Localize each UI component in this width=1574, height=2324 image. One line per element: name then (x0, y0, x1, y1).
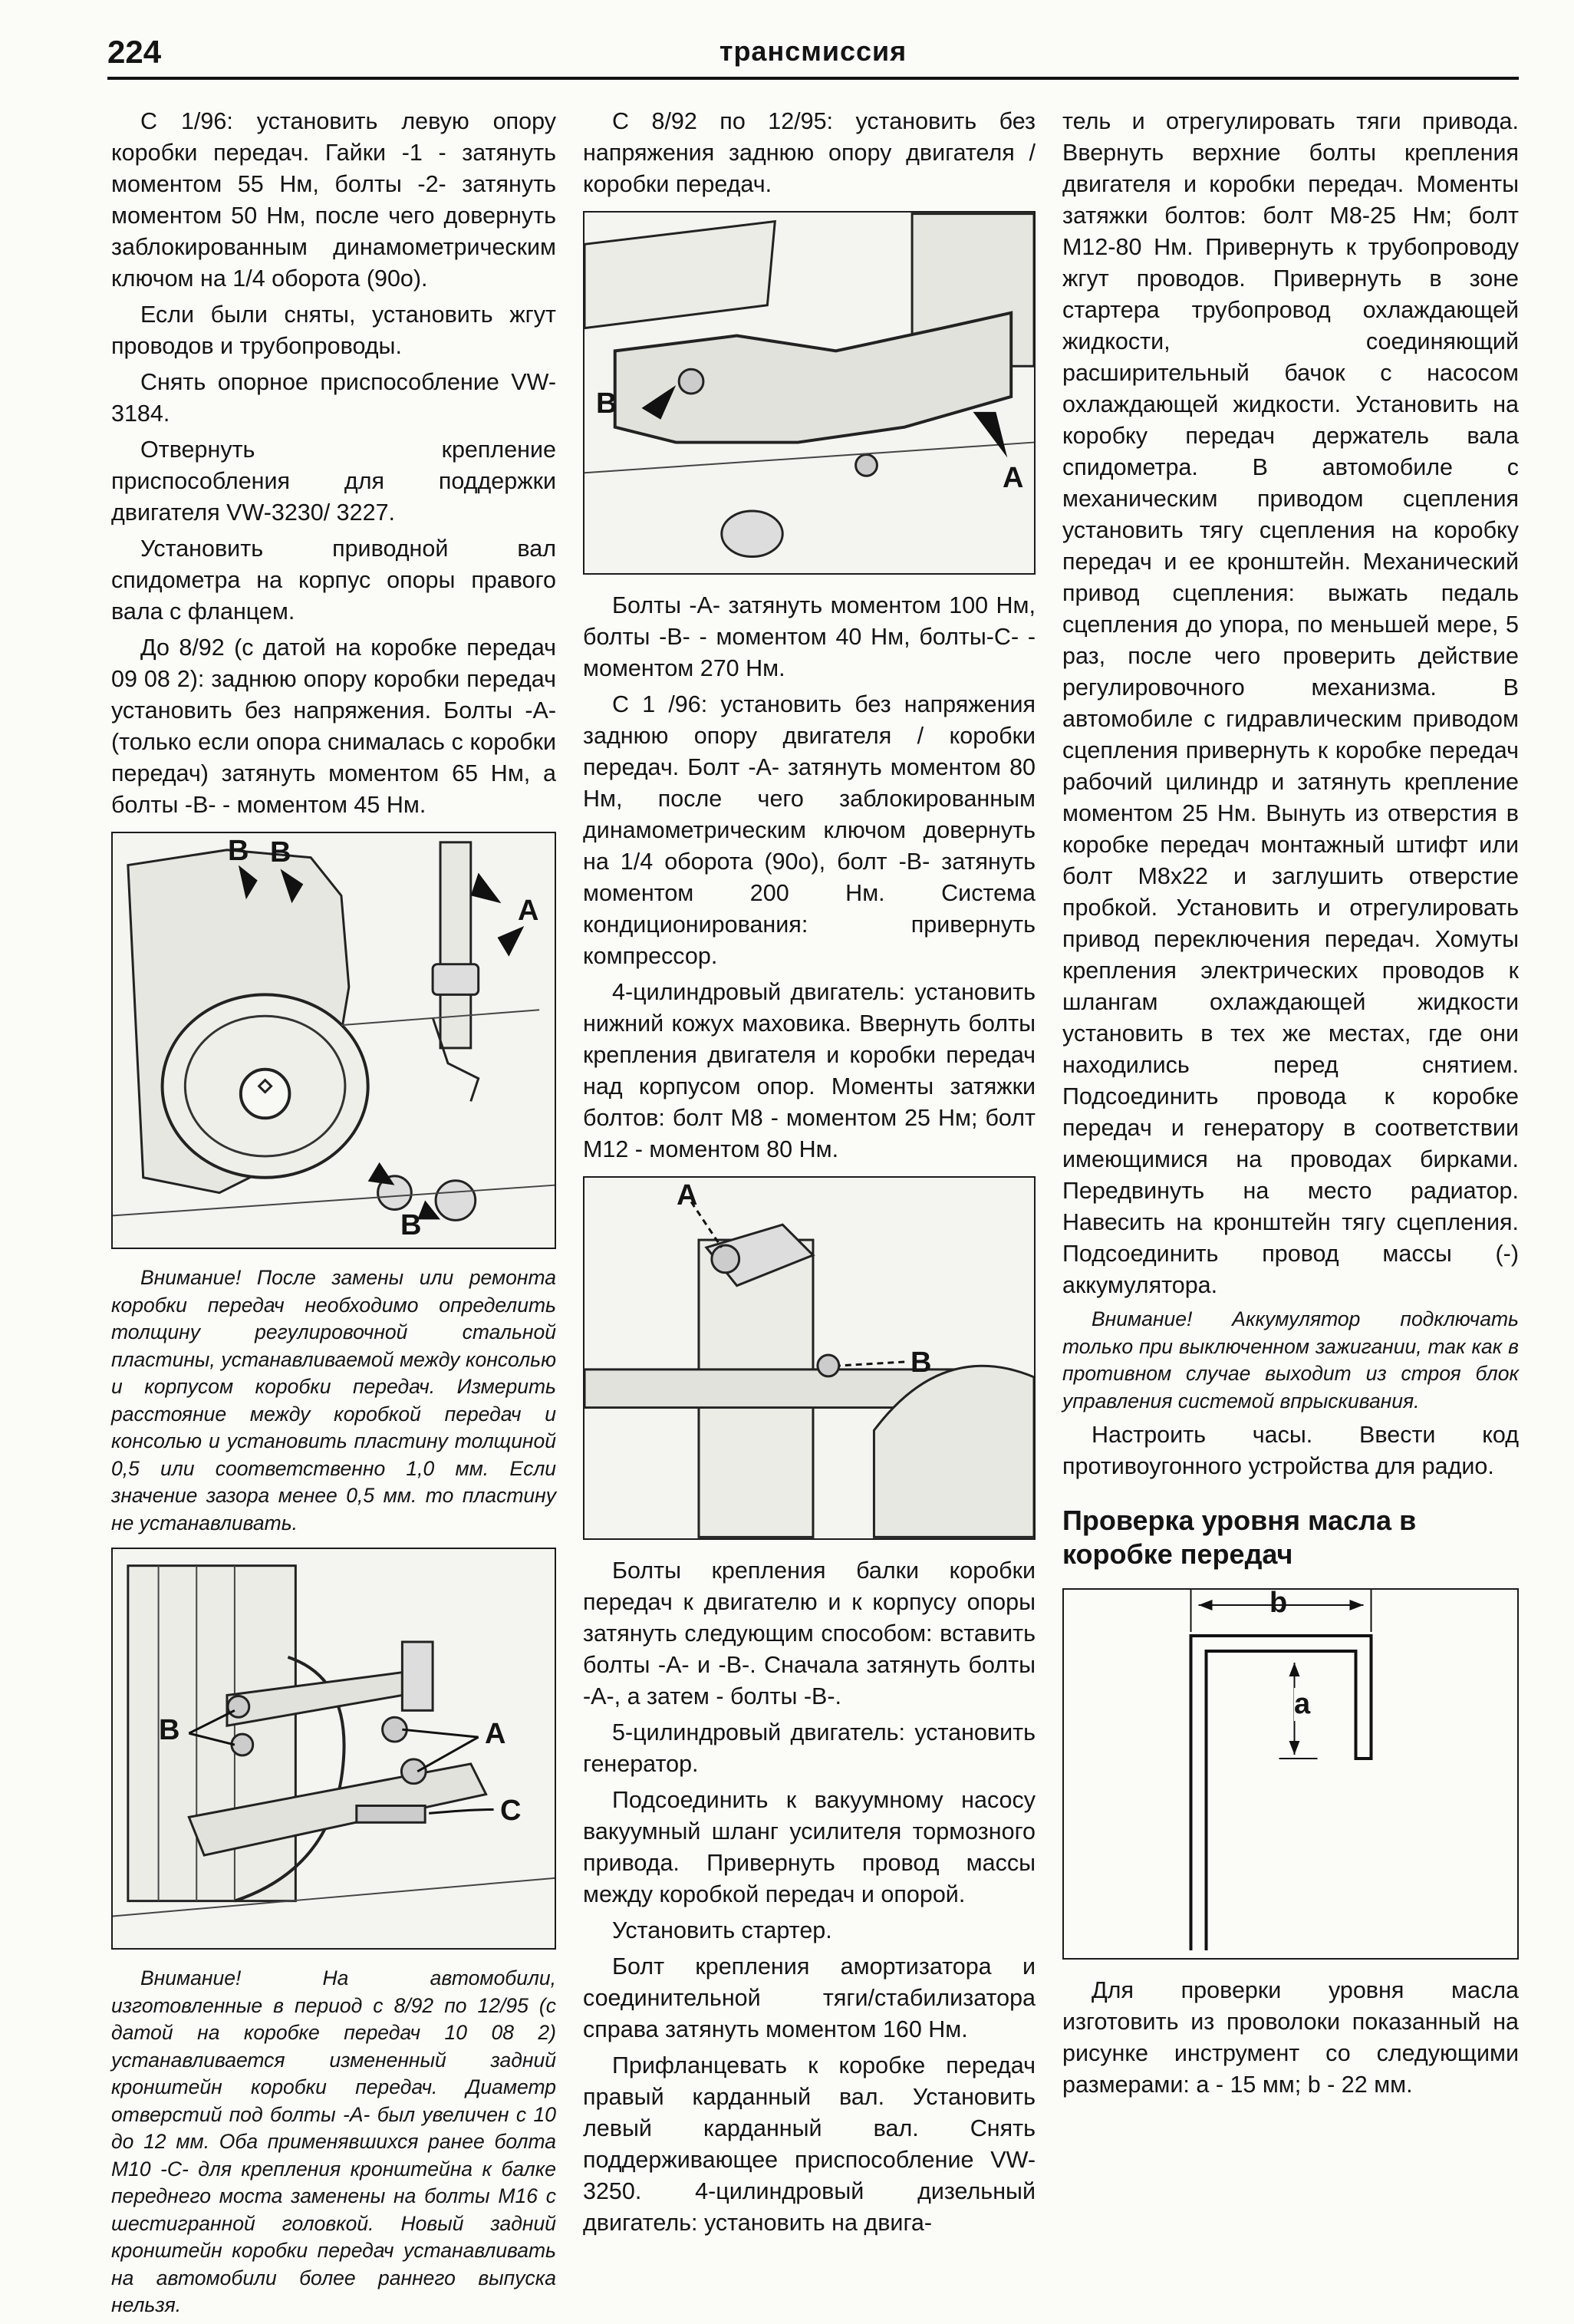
figure-drawing (584, 1178, 1034, 1538)
column-2 (583, 106, 1036, 2243)
warning-note: Внимание! После замены или ремонта коробки передач необходимо определить толщину регулировочной стальной пластины, устанавливаемой между консолью и корпусом коробки передач. Измерить расстояние между коробкой передач и консолью и установить пластину толщиной 0,5 или соответственно 1,0 мм. Если значение зазора менее 0,5 мм. то пластину не устанавливать. (111, 1266, 556, 1534)
figure-rear-mount (583, 211, 1036, 575)
paragraph: 4-цилиндровый двигатель: установить нижний кожух маховика. Ввернуть болты крепления двигателя и коробки передач над корпусом опор. Моменты затяжки болтов: болт М8 - моментом 25 Нм; болт М12 - моментом 80 Нм. (583, 979, 1036, 1162)
figure-label: B (596, 387, 617, 420)
figure-drawing (584, 213, 1034, 573)
figure-label: a (1294, 1688, 1311, 1720)
paragraph: Отвернуть крепление приспособления для поддержки двигателя VW-3230/ 3227. (111, 437, 556, 526)
paragraph: Установить стартер. (612, 1917, 832, 1943)
page-header (107, 31, 1519, 80)
warning-note: Внимание! Аккумулятор подключать только при выключенном зажигании, так как в противном случае выходит из строя блок управления системой впрыскивания. (1062, 1307, 1519, 1413)
column-1 (111, 106, 556, 2324)
paragraph: Болты -А- затянуть моментом 100 Нм, болты -В- - моментом 40 Нм, болты-С- - моментом 270 Нм. (583, 592, 1036, 681)
figure-label: A (1003, 462, 1024, 494)
paragraph: Прифланцевать к коробке передач правый карданный вал. Установить левый карданный вал. Снять поддерживающее приспособление VW-3250. 4-цилиндровый дизельный двигатель: установить на двига- (583, 2052, 1036, 2236)
figure-rear-bracket (111, 1548, 556, 1950)
figure-label: b (1269, 1588, 1288, 1619)
figure-label: B (270, 836, 291, 869)
paragraph: С 1/96: установить левую опору коробки передач. Гайки -1 - затянуть моментом 55 Нм, болты -2- затянуть моментом 50 Нм, после чего довернуть заблокированным динамометрическим ключом на 1/4 оборота (90о). (111, 108, 556, 292)
paragraph: С 8/92 по 12/95: установить без напряжения заднюю опору двигателя / коробки передач. (583, 108, 1036, 197)
figure-mount-bolts (111, 832, 556, 1249)
paragraph: Для проверки уровня масла изготовить из проволоки показанный на рисунке инструмент со следующими размерами: а - 15 мм; b - 22 мм. (1062, 1977, 1519, 2098)
page-number: 224 (107, 34, 162, 70)
paragraph: Подсоединить к вакуумному насосу вакуумный шланг усилителя тормозного привода. Привернуть провод массы между коробкой передач и опорой. (583, 1787, 1036, 1907)
figure-label: B (910, 1347, 932, 1379)
paragraph: Настроить часы. Ввести код противоугонного устройства для радио. (1062, 1422, 1519, 1479)
section-heading: Проверка уровня масла в коробке передач (1062, 1505, 1417, 1570)
figure-label: C (500, 1795, 522, 1827)
figure-drawing (113, 833, 555, 1248)
paragraph: Если были сняты, установить жгут проводов и трубопроводы. (111, 302, 556, 359)
figure-label: B (228, 835, 249, 867)
figure-label: B (400, 1209, 422, 1241)
figure-dipstick-tool (1062, 1588, 1519, 1960)
figure-drawing (1064, 1590, 1517, 1958)
paragraph: тель и отрегулировать тяги привода. Ввернуть верхние болты крепления двигателя и коробки передач. Моменты затяжки болтов: болт М8-25 Нм; болт М12-80 Нм. Привернуть к трубопроводу жгут проводов. Привернуть в зоне стартера трубопровод охлаждающей жидкости, соединяющий расширительный бачок с насосом охлаждающей жидкости. Установить на коробку передач держатель вала спидометра. В автомобиле с механическим приводом сцепления установить тягу сцепления на коробку передач и ее кронштейн. Механический привод сцепления: выжать педаль сцепления до упора, по меньшей мере, 5 раз, после чего проверить действие регулировочного механизма. В автомобиле с гидравлическим приводом сцепления привернуть к коробке передач рабочий цилиндр и затянуть крепление моментом 25 Нм. Вынуть из отверстия в коробке передач монтажный штифт или болт М8х22 и заглушить отверстие пробкой. Установить и отрегулировать привод переключения передач. Хомуты крепления электрических проводов к шлангам охлаждающей жидкости установить в тех же местах, где они находились перед снятием. Подсоединить провода к коробке передач и генератору в соответствии имеющимися на проводах бирками. Передвинуть на место радиатор. Навесить на кронштейн тягу сцепления. Подсоединить провод массы (-) аккумулятора. (1062, 108, 1519, 1298)
warning-note: Внимание! На автомобили, изготовленные в период с 8/92 по 12/95 (с датой на коробке передач 10 08 2) устанавливается измененный задний кронштейн коробки передач. Диаметр отверстий под болты -А- был увеличен с 10 до 12 мм. Оба применявшихся ранее болта М10 -С- для крепления кронштейна к балке переднего моста заменены на болты М16 с шестигранной головкой. Новый задний кронштейн коробки передач устанавливать на автомобили более раннего выпуска нельзя. (111, 1966, 556, 2316)
figure-label: A (518, 895, 539, 927)
figure-label: A (485, 1718, 506, 1750)
paragraph: 5-цилиндровый двигатель: установить генератор. (583, 1719, 1036, 1777)
paragraph: С 1 /96: установить без напряжения заднюю опору двигателя / коробки передач. Болт -А- затянуть моментом 80 Нм, после чего заблокированным динамометрическим ключом довернуть на 1/4 оборота (90о), болт -В- затянуть моментом 200 Нм. Система кондиционирования: привернуть компрессор. (583, 691, 1036, 969)
figure-gearbox-beam (583, 1176, 1036, 1540)
figure-label: B (159, 1714, 180, 1746)
paragraph: Болт крепления амортизатора и соединительной тяги/стабилизатора справа затянуть моментом 160 Нм. (583, 1953, 1036, 2042)
paragraph: Снять опорное приспособление VW-3184. (111, 369, 556, 427)
column-3 (1062, 106, 1519, 2105)
paragraph: Болты крепления балки коробки передач к двигателю и к корпусу опоры затянуть следующим способом: вставить болты -А- и -В-. Сначала затянуть болты -А-, а затем - болты -В-. (583, 1558, 1036, 1709)
paragraph: Установить приводной вал спидометра на корпус опоры правого вала с фланцем. (111, 536, 556, 625)
figure-label: A (677, 1179, 698, 1211)
section-title: трансмиссия (719, 35, 907, 67)
paragraph: До 8/92 (с датой на коробке передач 09 08 2): заднюю опору коробки передач установить без напряжения. Болты -А- (только если опора снималась с коробки передач) затянуть моментом 65 Нм, а болты -В- - моментом 45 Нм. (111, 635, 556, 818)
